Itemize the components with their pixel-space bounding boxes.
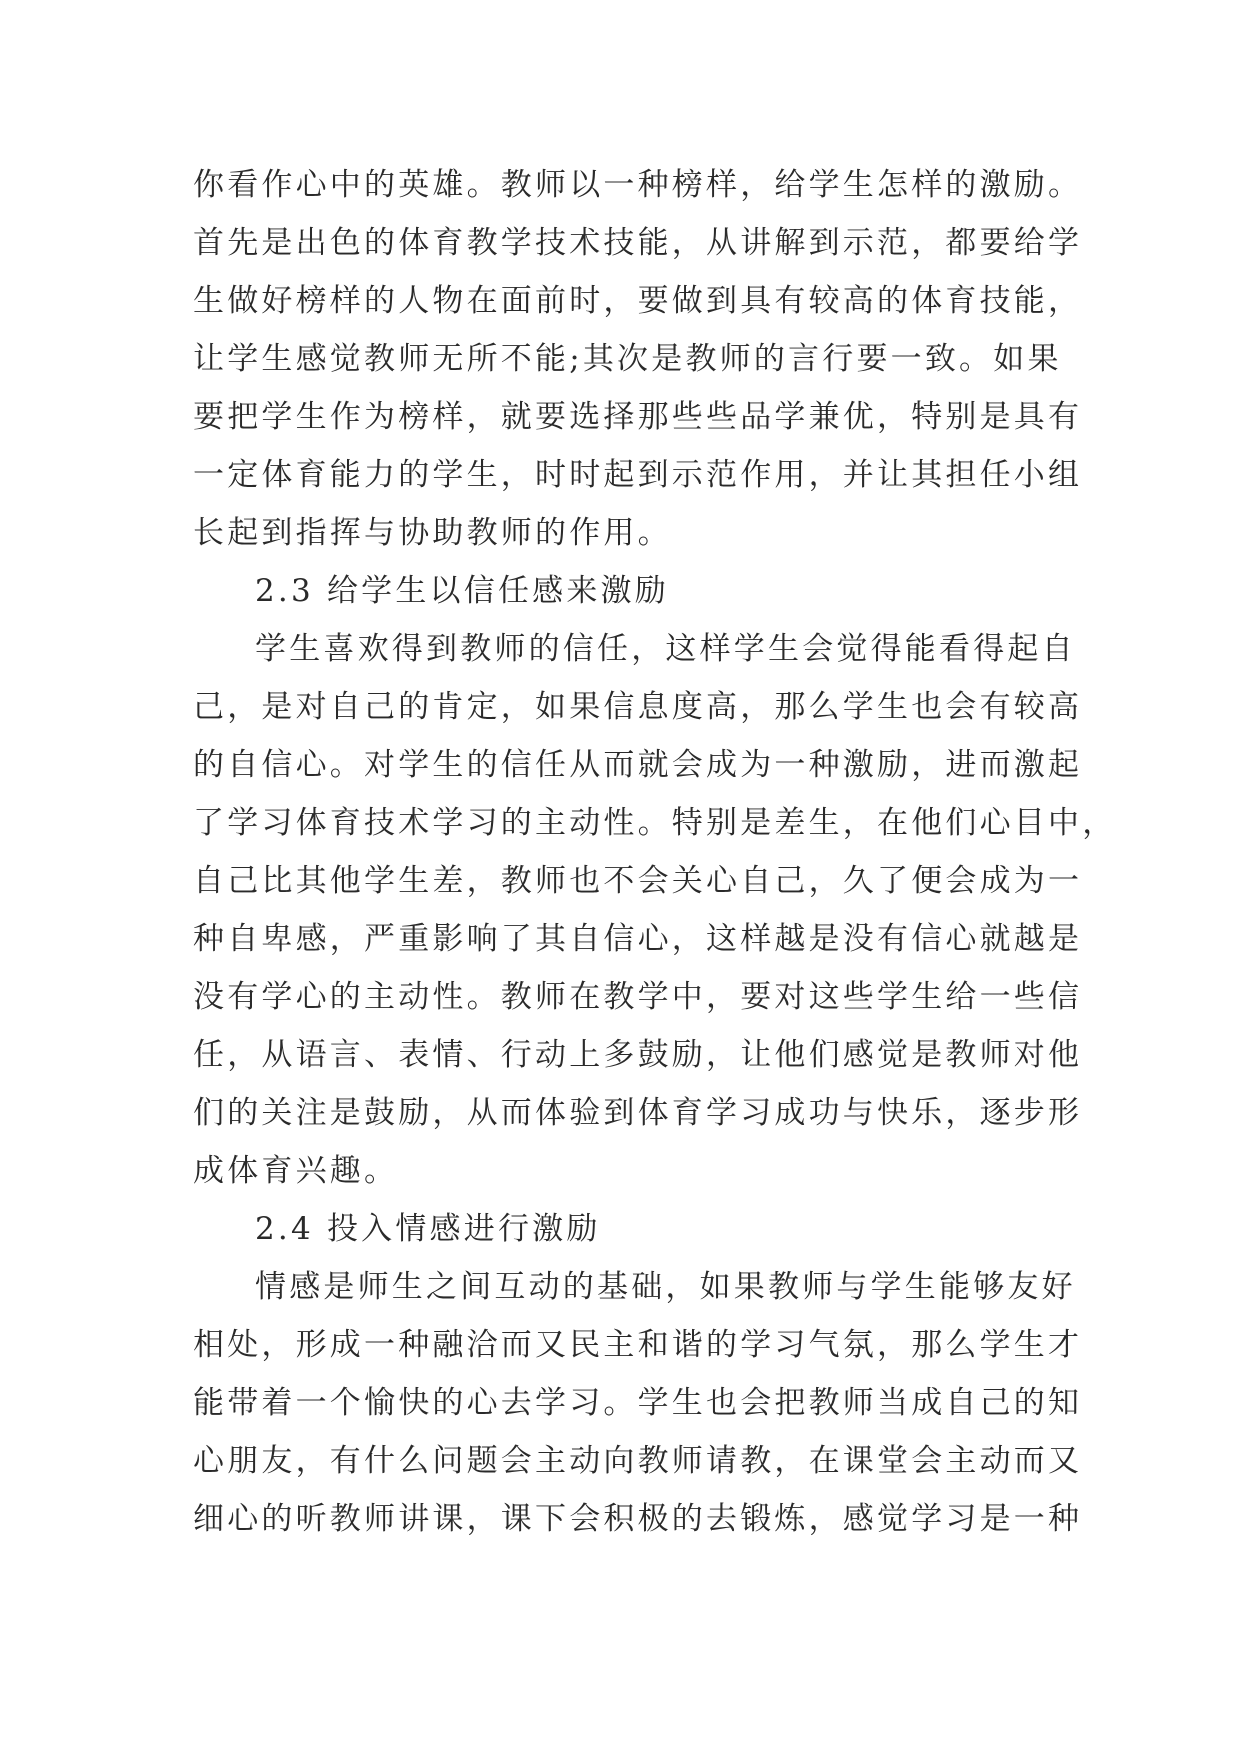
paragraph-line: 相处，形成一种融洽而又民主和谐的学习气氛，那么学生才: [193, 1327, 1083, 1363]
paragraph-line: 让学生感觉教师无所不能;其次是教师的言行要一致。如果: [193, 341, 1062, 377]
paragraph-line: 心朋友，有什么问题会主动向教师请教，在课堂会主动而又: [193, 1443, 1083, 1479]
paragraph-line: 种自卑感，严重影响了其自信心，这样越是没有信心就越是: [193, 921, 1083, 957]
section-heading-2-4: 2.4 投入情感进行激励: [255, 1211, 601, 1247]
paragraph-line: 生做好榜样的人物在面前时，要做到具有较高的体育技能，: [193, 283, 1083, 319]
paragraph-line: 细心的听教师讲课，课下会积极的去锻炼，感觉学习是一种: [193, 1501, 1083, 1537]
document-page: [193, 156, 1117, 1548]
paragraph-line: 己，是对自己的肯定，如果信息度高，那么学生也会有较高: [193, 689, 1083, 725]
paragraph-line: 没有学心的主动性。教师在教学中，要对这些学生给一些信: [193, 979, 1083, 1015]
paragraph-line: 首先是出色的体育教学技术技能，从讲解到示范，都要给学: [193, 225, 1083, 261]
section-heading-2-3: 2.3 给学生以信任感来激励: [255, 573, 669, 609]
paragraph-line: 了学习体育技术学习的主动性。特别是差生，在他们心目中，: [193, 805, 1117, 841]
paragraph-line: 任，从语言、表情、行动上多鼓励，让他们感觉是教师对他: [193, 1037, 1083, 1073]
paragraph-line: 长起到指挥与协助教师的作用。: [193, 515, 672, 551]
paragraph-line: 你看作心中的英雄。教师以一种榜样，给学生怎样的激励。: [193, 167, 1083, 203]
paragraph-line: 一定体育能力的学生，时时起到示范作用，并让其担任小组: [193, 457, 1083, 493]
paragraph-line: 要把学生作为榜样，就要选择那些些品学兼优，特别是具有: [193, 399, 1083, 435]
paragraph-line: 能带着一个愉快的心去学习。学生也会把教师当成自己的知: [193, 1385, 1083, 1421]
paragraph-line: 成体育兴趣。: [193, 1153, 399, 1189]
paragraph-line: 的自信心。对学生的信任从而就会成为一种激励，进而激起: [193, 747, 1083, 783]
paragraph-line: 们的关注是鼓励，从而体验到体育学习成功与快乐，逐步形: [193, 1095, 1083, 1131]
paragraph-line: 学生喜欢得到教师的信任，这样学生会觉得能看得起自: [255, 631, 1076, 667]
paragraph-line: 情感是师生之间互动的基础，如果教师与学生能够友好: [255, 1269, 1076, 1305]
paragraph-line: 自己比其他学生差，教师也不会关心自己，久了便会成为一: [193, 863, 1083, 899]
